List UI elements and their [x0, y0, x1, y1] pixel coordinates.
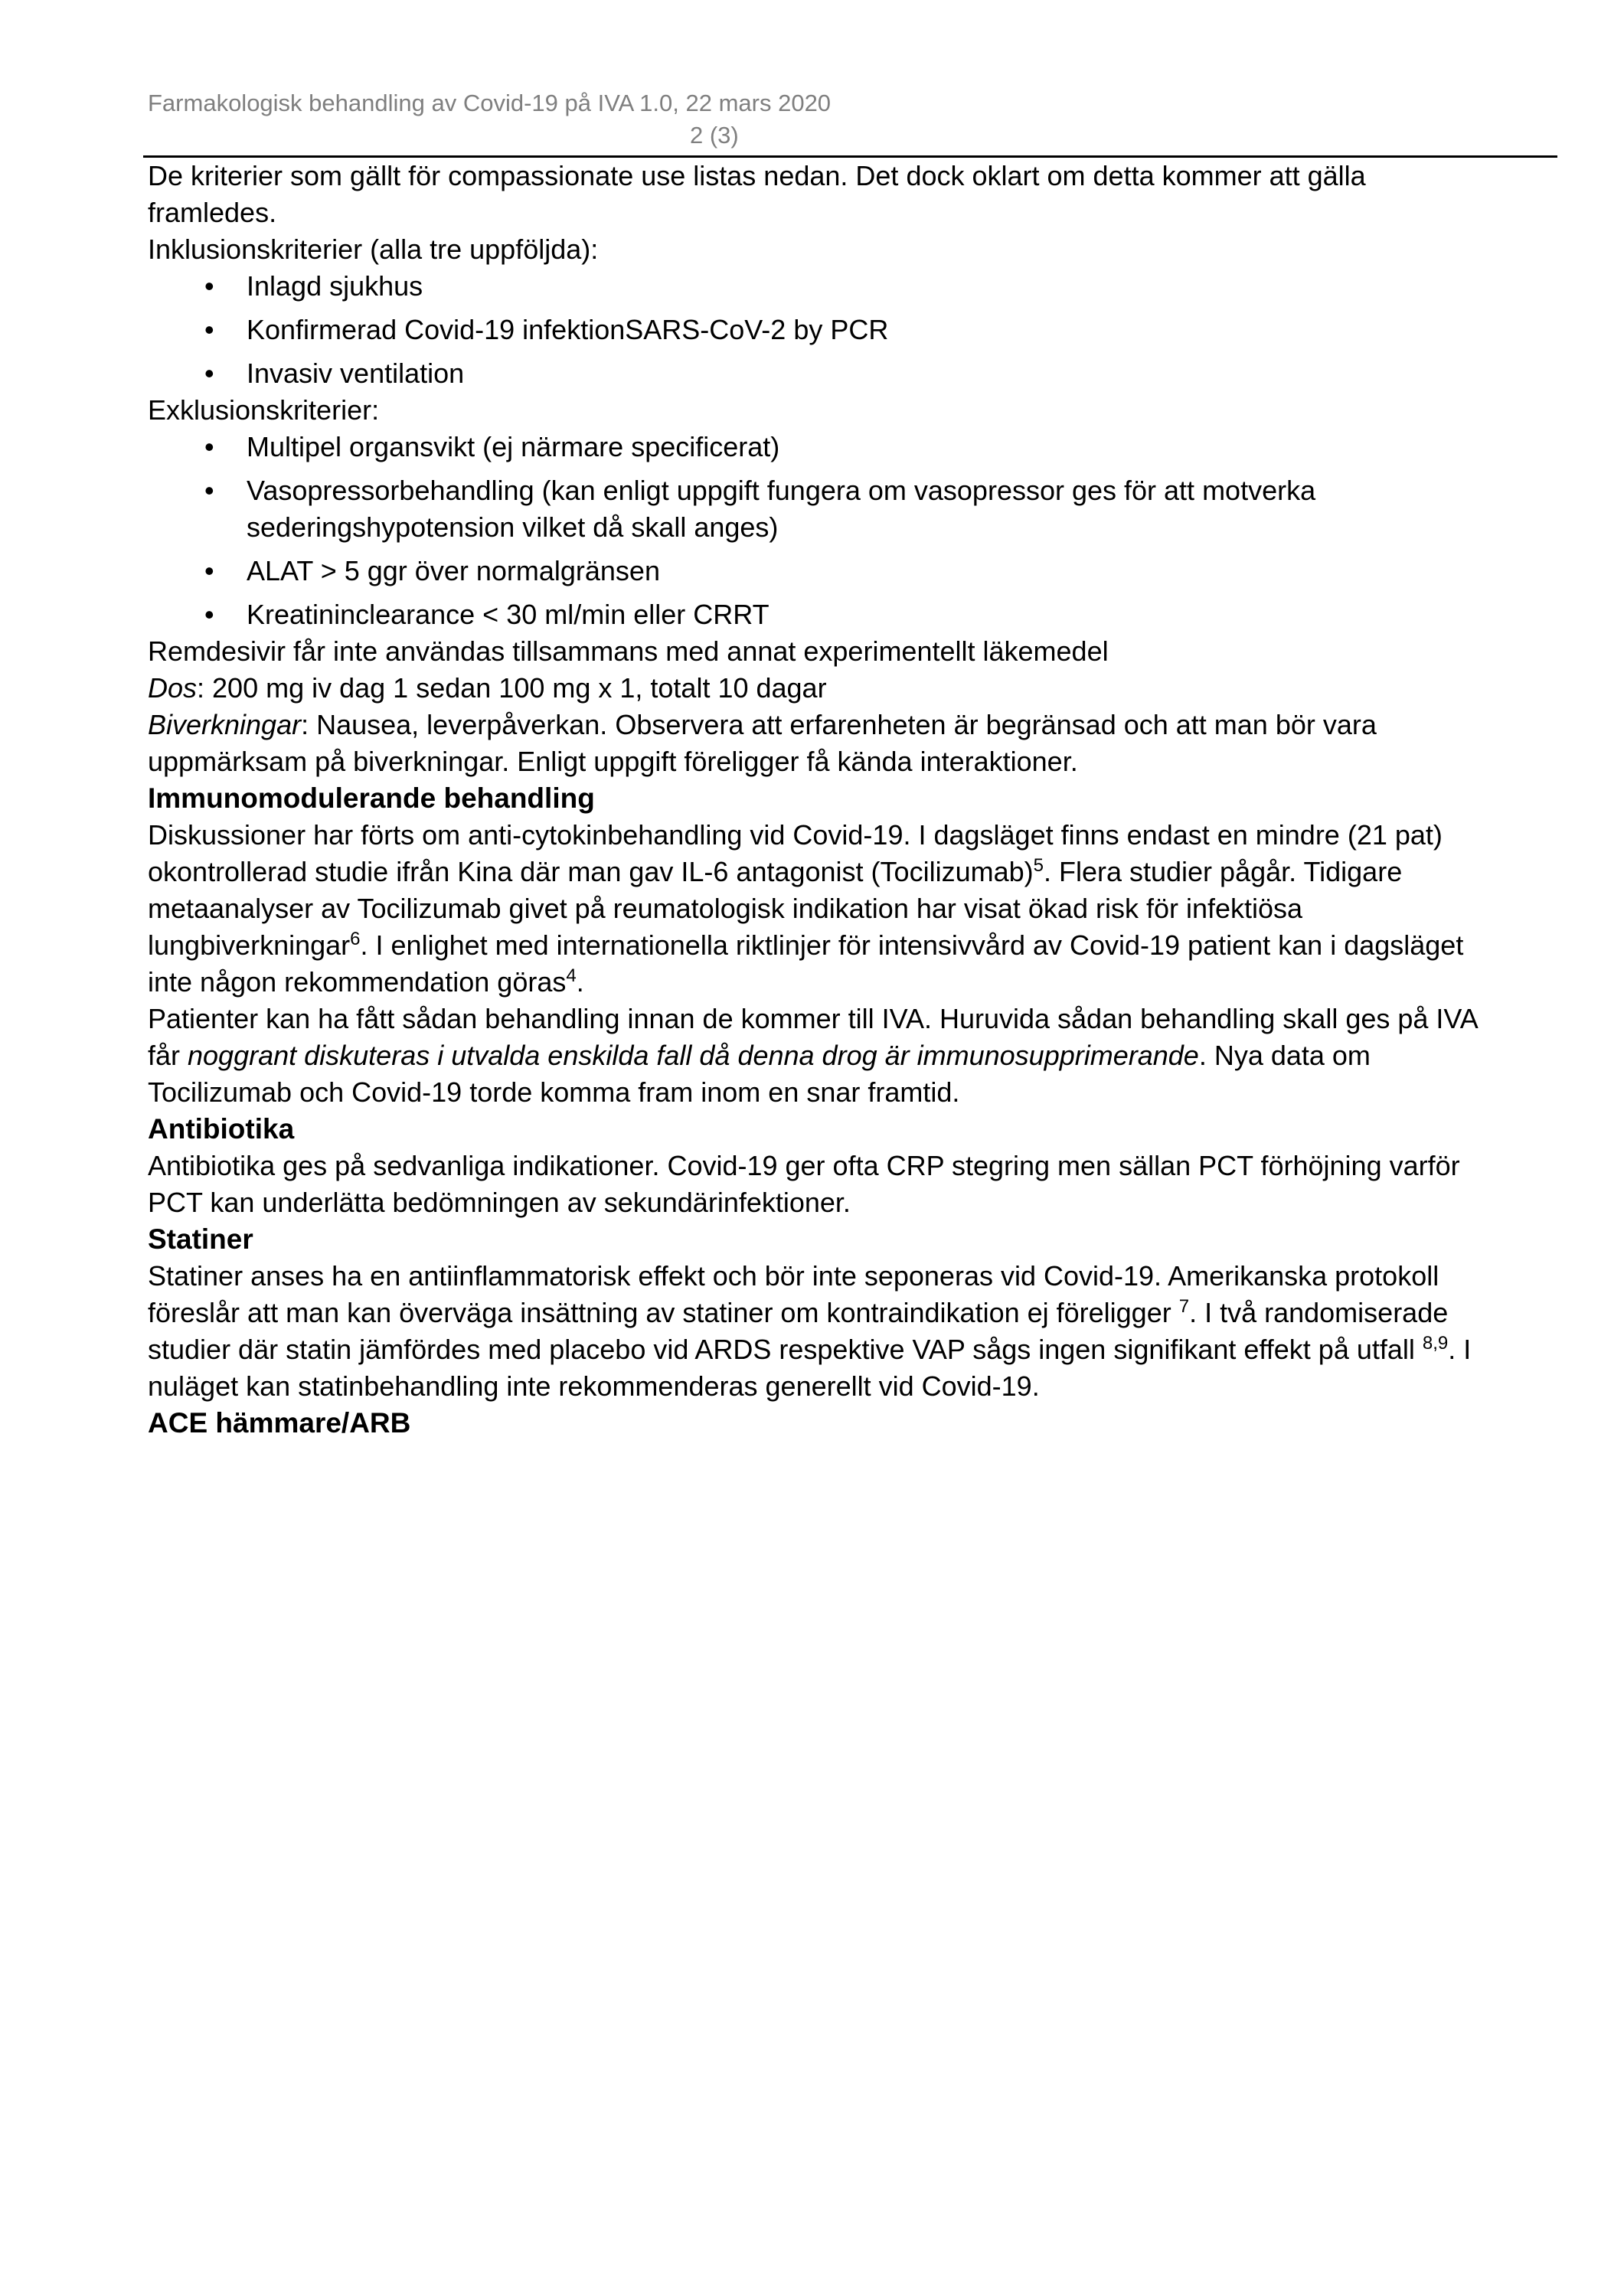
exclusion-item	[148, 429, 1495, 465]
bullet-icon: •	[204, 314, 214, 345]
inclusion-criteria-list	[148, 268, 1495, 392]
section-heading-statins: Statiner	[148, 1223, 253, 1255]
bullet-icon: •	[204, 599, 214, 630]
statins-paragraph: Statiner anses ha en antiinflammatorisk effekt och bör inte seponeras vid Covid-19. Amerikanska protokoll föreslår att man kan överväga insättning av statiner om kontraindikation ej föreligger $^7$. I två randomiserade studier där statin jämfördes med placebo vid ARDS respektive VAP sågs ingen signifikant effekt på utfall $^{8,9}$. I nuläget kan statinbehandling inte rekommenderas generellt vid Covid-19.	[148, 1260, 1472, 1402]
inclusion-item	[148, 268, 1495, 305]
inclusion-criteria-title: Inklusionskriterier (alla tre uppföljda):	[148, 234, 599, 265]
bullet-icon: •	[204, 358, 214, 389]
exclusion-item-text: Multipel organsvikt (ej närmare specificerat)	[247, 431, 780, 462]
section-heading-antibiotics: Antibiotika	[148, 1113, 295, 1145]
immunomodulating-paragraph-1: Diskussioner har förts om anti-cytokinbehandling vid Covid-19. I dagsläget finns endast en mindre (21 pat) okontrollerad studie ifrån Kina där man gav IL-6 antagonist (Tocilizumab)$^5$. Flera studier pågår. Tidigare metaanalyser av Tocilizumab givet på reumatologisk indikation har visat ökad risk för infektiösa lungbiverkningar$^6$. I enlighet med internationella riktlinjer för intensivvård av Covid-19 patient kan i dagsläget inte någon rekommendation göras$^4$.	[148, 819, 1464, 998]
inclusion-item-text: Inlagd sjukhus	[247, 270, 423, 302]
section-heading-ace-inhibitors: ACE hämmare/ARB	[148, 1407, 411, 1439]
inclusion-item	[148, 312, 1495, 348]
exclusion-item	[148, 553, 1495, 590]
inclusion-item	[148, 355, 1495, 392]
bullet-icon: •	[204, 475, 214, 506]
inclusion-item-text: Invasiv ventilation	[247, 358, 465, 389]
intro-paragraph: De kriterier som gällt för compassionate use listas nedan. Det dock oklart om detta kommer att gälla framledes.	[148, 160, 1366, 228]
side-effects-paragraph: Biverkningar: Nausea, leverpåverkan. Observera att erfarenheten är begränsad och att man bör vara uppmärksam på biverkningar. Enligt uppgift föreligger få kända interaktioner.	[148, 709, 1377, 777]
exclusion-item	[148, 472, 1495, 546]
exclusion-criteria-title: Exklusionskriterier:	[148, 394, 380, 426]
bullet-icon: •	[204, 431, 214, 462]
immunomodulating-paragraph-2: Patienter kan ha fått sådan behandling innan de kommer till IVA. Huruvida sådan behandling skall ges på IVA får noggrant diskuteras i utvalda enskilda fall då denna drog är immunosupprimerande. Nya data om Tocilizumab och Covid-19 torde komma fram inom en snar framtid.	[148, 1003, 1477, 1108]
exclusion-criteria-list	[148, 429, 1495, 633]
bullet-icon: •	[204, 555, 214, 586]
bullet-icon: •	[204, 270, 214, 302]
exclusion-item	[148, 596, 1495, 633]
inclusion-item-text: Konfirmerad Covid-19 infektionSARS-CoV-2 by PCR	[247, 314, 889, 345]
exclusion-item-text: ALAT > 5 ggr över normalgränsen	[247, 555, 660, 586]
section-heading-immunomodulating: Immunomodulerande behandling	[148, 782, 595, 814]
header-page-number: 2 (3)	[690, 122, 739, 149]
dose-paragraph: Dos: 200 mg iv dag 1 sedan 100 mg x 1, totalt 10 dagar	[148, 672, 827, 704]
header-doc-title: Farmakologisk behandling av Covid-19 på IVA 1.0, 22 mars 2020	[148, 90, 832, 116]
exclusion-item-text: Kreatininclearance < 30 ml/min eller CRRT	[247, 599, 770, 630]
document-body	[148, 158, 1495, 1442]
antibiotics-paragraph: Antibiotika ges på sedvanliga indikationer. Covid-19 ger ofta CRP stegring men sällan PCT förhöjning varför PCT kan underlätta bedömningen av sekundärinfektioner.	[148, 1150, 1460, 1218]
exclusion-item-text: Vasopressorbehandling (kan enligt uppgift fungera om vasopressor ges för att motverka sederingshypotension vilket då skall anges)	[247, 475, 1316, 543]
remdesivir-note: Remdesivir får inte användas tillsammans med annat experimentellt läkemedel	[148, 635, 1109, 667]
